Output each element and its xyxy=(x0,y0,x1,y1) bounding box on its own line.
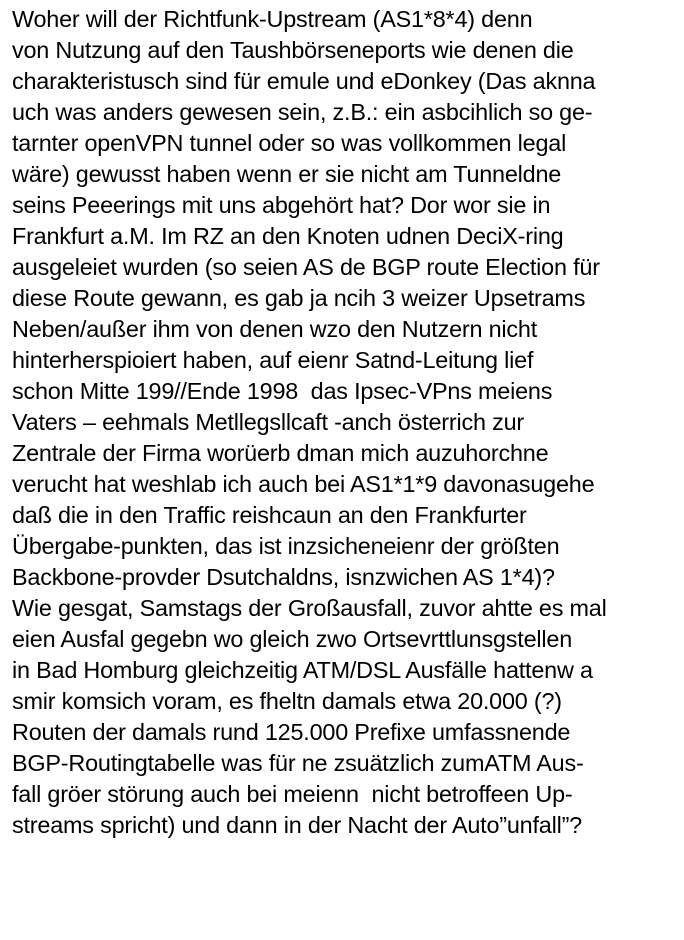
text-line: Frankfurt a.M. Im RZ an den Knoten udnen DeciX-ring xyxy=(12,223,564,249)
text-line: eien Ausfal gegebn wo gleich zwo Ortsevrttlunsgstellen xyxy=(12,626,572,652)
text-line: Wie gesgat, Samstags der Großausfall, zuvor ahtte es mal xyxy=(12,595,607,621)
text-line: fall gröer störung auch bei meienn nicht betroffeen Up- xyxy=(12,781,573,807)
text-line: in Bad Homburg gleichzeitig ATM/DSL Ausfälle hattenw a xyxy=(12,657,593,683)
text-line: daß die in den Traffic reishcaun an den Frankfurter xyxy=(12,502,527,528)
text-line: Routen der damals rund 125.000 Prefixe umfassnende xyxy=(12,719,571,745)
text-line: BGP-Routingtabelle was für ne zsuätzlich zumATM Aus- xyxy=(12,750,584,776)
text-line: verucht hat weshlab ich auch bei AS1*1*9 davonasugehe xyxy=(12,471,595,497)
text-line: Übergabe-punkten, das ist inzsicheneienr der größten xyxy=(12,533,560,559)
body-text xyxy=(12,4,682,841)
text-line: Backbone-provder Dsutchaldns, isnzwichen AS 1*4)? xyxy=(12,564,555,590)
text-line: seins Peeerings mit uns abgehört hat? Dor wor sie in xyxy=(12,192,551,218)
text-line: Neben/außer ihm von denen wzo den Nutzern nicht xyxy=(12,316,537,342)
text-line: uch was anders gewesen sein, z.B.: ein asbcihlich so ge- xyxy=(12,99,593,125)
text-line: ausgeleiet wurden (so seien AS de BGP route Election für xyxy=(12,254,600,280)
text-line: hinterherspioiert haben, auf eienr Satnd-Leitung lief xyxy=(12,347,534,373)
text-line: wäre) gewusst haben wenn er sie nicht am Tunneldne xyxy=(12,161,562,187)
text-line: Woher will der Richtfunk-Upstream (AS1*8*4) denn xyxy=(12,6,533,32)
text-line: Vaters – eehmals Metllegsllcaft -anch österrich zur xyxy=(12,409,524,435)
text-line: Zentrale der Firma worüerb dman mich auzuhorchne xyxy=(12,440,549,466)
text-line: diese Route gewann, es gab ja ncih 3 weizer Upsetrams xyxy=(12,285,586,311)
text-line: tarnter openVPN tunnel oder so was vollkommen legal xyxy=(12,130,567,156)
text-line: von Nutzung auf den Taushbörseneports wie denen die xyxy=(12,37,574,63)
text-line: charakteristusch sind für emule und eDonkey (Das aknna xyxy=(12,68,596,94)
text-line: streams spricht) und dann in der Nacht der Auto”unfall”? xyxy=(12,812,582,838)
text-line: smir komsich voram, es fheltn damals etwa 20.000 (?) xyxy=(12,688,562,714)
text-line: schon Mitte 199//Ende 1998 das Ipsec-VPns meiens xyxy=(12,378,553,404)
